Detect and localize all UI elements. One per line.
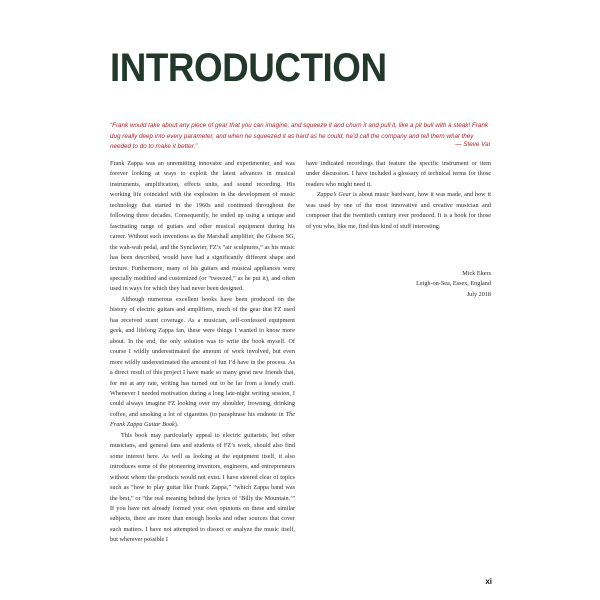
page-number: xi [485,577,492,586]
body-paragraph-3-part-1: This book may particularly appeal to electric guitarists, but other musicians, and general fans and students of FZ’s work, should also find some interest here. As well as looking at the equipment itself, it also introduces some of the pioneering inventors, engineers, and entrepreneurs without whom the products would not exist. I have steered clear of topics such as “how to play guitar like Frank Zappa,” “which Zappa band was the best,” or “the real meaning behind the lyrics of ‘Billy the Mountain.’” If you have not already formed your own opinions on these and similar subjects, there are more than enough books and other sources that cover such matters. I have not attempted to dissect or analyze the music itself, but wherever possible I [110,431,295,544]
signature-place: Leigh-on-Sea, Essex, England [416,280,491,288]
signature-date: July 2018 [466,290,491,298]
body-paragraph-3-part-2: have indicated recordings that feature the specific instrument or item under discussion. I have included a glossary of technical terms for those readers who might need it. [306,160,491,188]
body-paragraph-1: Frank Zappa was an unremitting innovator and experimenter, and was forever looking at ways to exploit the latest advances in musical instruments, amplification, effects units, and sound recording. His working life coincided with the explosion in the development of music technology that started in the 1960s and continued throughout the following three decades. Consequently, he ended up using a unique and fascinating range of guitars and other musical equipment during his career. Without such inventions as the Marshall amplifier, the Gibson SG, the wah-wah pedal, and the Synclavier, FZ’s “air sculptures,” as his music has been described, would have had a significantly different shape and texture. Furthermore, many of his guitars and musical appliances were specially modified and customized (or “tweezed,” as he put it), and often used in ways for which they had never been designed. [110,160,295,293]
author-signature [380,269,491,300]
epigraph-author: — Steve Vai [455,141,490,148]
body-paragraph-4: Zappa’s Gear is about music hardware, how it was made, and how it was used by one of the most innovative and creative musician and composer that the twentieth century ever produced. It is a book for those of you who, like me, find this kind of stuff interesting. [306,191,491,230]
body-column-right [306,159,491,232]
signature-name: Mick Ekers [462,270,491,277]
body-paragraph-2: Although numerous excellent books have been produced on the history of electric guitars and amplifiers, much of the gear that FZ used has received scant coverage. As a musician, self-confessed equipment geek, and lifelong Zappa fan, these were things I wanted to know more about. In the end, the only solution was to write the book myself. Of course I wildly underestimated the amount of work involved, but even more wildly underestimated the amount of fun I’d have in the process. As a direct result of this project I have made so many great new friends that, for me at any rate, writing has turned out to be far from a lonely craft. Whenever I needed motivation during a long late-night writing session, I could always imagine FZ looking over my shoulder, frowning, drinking coffee, and smoking a lot of cigarettes (to paraphrase his endnote in The Frank Zappa Guitar Book). [110,295,295,429]
chapter-title: INTRODUCTION [110,46,387,90]
epigraph-quote: “Frank would take about any piece of gear that you can imagine, and squeeze it and churn it and pull it, like a pit bull with a steak! Frank dug really deep into every parameter, and when he squeezed it as hard as he could, he’d call the company and tell them what they needed to do to make it better.” [110,122,489,150]
body-column-left [110,159,295,546]
